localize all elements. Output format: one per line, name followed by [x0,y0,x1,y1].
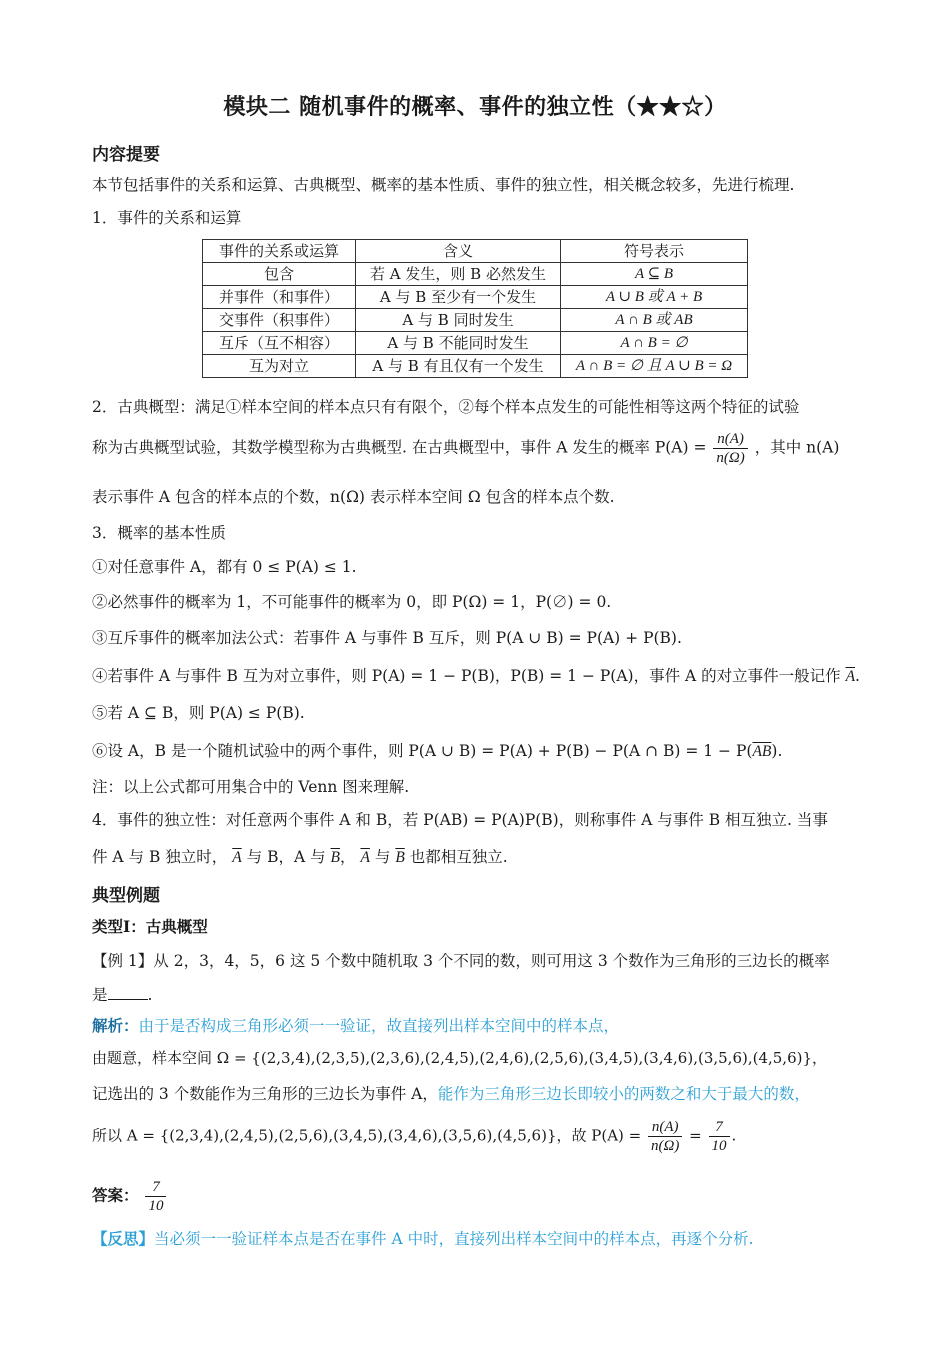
complement-b: $\overline{B}$ [330,849,340,866]
table-row [203,332,748,355]
property-1: ①对任意事件 A，都有 0 ≤ P(A) ≤ 1. [92,558,357,576]
item-1-heading: 1．事件的关系和运算 [92,209,242,227]
example-text-2: 是 [92,986,108,1004]
property-6-text: ⑥设 A，B 是一个随机试验中的两个事件，则 P(A ∪ B) = P(A) + P(B) − P(A ∩ B) = 1 − P( [92,742,753,760]
solution-fraction [648,1118,682,1155]
item-2-line-3: 表示事件 A 包含的样本点的个数，n(Ω) 表示样本空间 Ω 包含的样本点个数. [92,488,615,506]
table-header-row [203,240,748,263]
table-cell: A ⊆ B [561,263,748,286]
table-cell: A ∩ B 或 AB [561,309,748,332]
complement-a: $\overline{A}$ [360,849,370,866]
complement-b: $\overline{B}$ [395,849,405,866]
fraction-numerator: 7 [145,1178,166,1197]
table-cell: 互为对立 [203,355,356,378]
property-5: ⑤若 A ⊆ B，则 P(A) ≤ P(B). [92,704,305,722]
item-4-text-b: 与 B，A 与 [246,848,326,866]
table-cell: 若 A 发生，则 B 必然发生 [356,263,561,286]
fraction-denominator: 10 [148,1198,164,1214]
table-row [203,286,748,309]
solution-text-4: 所以 A = {(2,3,4),(2,4,5),(2,5,6),(3,4,5),(3,4,6),(3,5,6),(4,5,6)}，故 P(A) = [92,1126,642,1145]
item-4-text-d: 与 [374,848,391,866]
table-row [203,355,748,378]
table-row [203,263,748,286]
item-2-text-end: ，其中 n(A) [754,438,840,457]
note: 注：以上公式都可用集合中的 Venn 图来理解. [92,778,410,796]
property-4-text: ④若事件 A 与事件 B 互为对立事件，则 P(A) = 1 − P(B)，P(B) = 1 − P(A)，事件 A 的对立事件一般记作 [92,667,841,685]
page-title: 模块二 随机事件的概率、事件的独立性（★★☆） [223,94,727,120]
solution-hint: 由于是否构成三角形必须一一验证，故直接列出样本空间中的样本点， [138,1017,620,1035]
item-4-text-a: 件 A 与 B 独立时， [92,848,228,866]
solution-line-3 [92,1083,810,1105]
property-3: ③互斥事件的概率加法公式：若事件 A 与事件 B 互斥，则 P(A ∪ B) = P(A) + P(B). [92,629,682,647]
fraction-denominator: n(Ω) [716,450,745,466]
section-heading-examples: 典型例题 [92,886,160,906]
answer-label: 答案： [92,1185,139,1205]
table-header-cell: 含义 [356,240,561,263]
table-header-cell: 符号表示 [561,240,748,263]
item-4-line-1: 4．事件的独立性：对任意两个事件 A 和 B，若 P(AB) = P(A)P(B)，则称事件 A 与事件 B 相互独立. 当事 [92,811,828,829]
example-text-2-end: . [147,986,153,1004]
fraction-numerator: n(A) [648,1118,682,1137]
reflection-line [92,1228,754,1250]
table-header-cell: 事件的关系或运算 [203,240,356,263]
answer-line [92,1178,168,1215]
answer-fraction [145,1178,166,1215]
example-text: 从 2，3，4，5，6 这 5 个数中随机取 3 个不同的数，则可用这 3 个数作为三角形的三边长的概率 [153,952,830,970]
answer-blank [108,983,148,1000]
table-cell: A 与 B 至少有一个发生 [356,286,561,309]
probability-fraction [713,430,747,467]
solution-label: 解析： [92,1016,139,1035]
reflection-label: 【反思】 [92,1229,155,1248]
equals-sign: = [689,1126,702,1145]
table-cell: A 与 B 不能同时发生 [356,332,561,355]
item-4-text-c: ， [340,848,356,866]
table-cell: 包含 [203,263,356,286]
reflection-text: 当必须一一验证样本点是否在事件 A 中时，直接列出样本空间中的样本点，再逐个分析. [154,1230,754,1248]
complement-a: $\overline{A}$ [845,668,856,685]
result-fraction [709,1118,730,1155]
property-2: ②必然事件的概率为 1，不可能事件的概率为 0，即 P(Ω) = 1，P(∅) = 0. [92,593,612,611]
property-6 [92,740,782,763]
solution-hint-2: 能作为三角形三边长即较小的两数之和大于最大的数， [437,1085,810,1103]
item-4-text-e: 也都相互独立. [409,848,508,866]
table-cell: A ∩ B = ∅ 且 A ∪ B = Ω [561,355,748,378]
fraction-denominator: n(Ω) [651,1138,680,1154]
complement-ab: $\overline{AB}$ [752,743,772,760]
table-cell: A 与 B 同时发生 [356,309,561,332]
solution-line-2: 由题意，样本空间 Ω = {(2,3,4),(2,3,5),(2,3,6),(2,4,5),(2,4,6),(2,5,6),(3,4,5),(3,4,6),(3,5,6),(4,5,6)}， [92,1049,828,1067]
table-cell: A 与 B 有且仅有一个发生 [356,355,561,378]
fraction-numerator: 7 [709,1118,730,1137]
table-cell: 交事件（积事件） [203,309,356,332]
solution-line-4 [92,1118,736,1155]
table-row [203,309,748,332]
example-1-line-1 [92,950,830,972]
table-cell: 互斥（互不相容） [203,332,356,355]
intro-paragraph: 本节包括事件的关系和运算、古典概型、概率的基本性质、事件的独立性，相关概念较多，先进行梳理. [92,176,795,194]
event-relations-table [202,239,748,378]
fraction-denominator: 10 [711,1138,727,1154]
property-4: ④若事件 A 与事件 B 互为对立事件，则 P(A) = 1 − P(B)，P(B) = 1 − P(A)，事件 A 的对立事件一般记作 $\overline{A}$. [92,667,860,685]
solution-text: 记选出的 3 个数能作为三角形的三边长为事件 A， [92,1085,438,1103]
item-2-line-1: 2．古典概型：满足①样本空间的样本点只有有限个，②每个样本点发生的可能性相等这两个特征的试验 [92,398,800,416]
example-label: 【例 1】 [92,952,154,970]
example-1-line-2 [92,983,152,1006]
type-1-heading: 类型Ⅰ：古典概型 [92,917,208,936]
section-heading-summary: 内容提要 [92,145,160,165]
item-4-line-2 [92,846,508,869]
table-cell: 并事件（和事件） [203,286,356,309]
solution-line-1 [92,1015,619,1037]
item-2-line-2 [92,430,839,467]
property-6-end: ). [771,742,783,760]
solution-end: . [731,1126,737,1145]
table-cell: A ∪ B 或 A + B [561,286,748,309]
item-3-heading: 3．概率的基本性质 [92,524,226,542]
table-cell: A ∩ B = ∅ [561,332,748,355]
item-2-text: 称为古典概型试验，其数学模型称为古典概型. 在古典概型中，事件 A 发生的概率 P(A) = [92,438,707,457]
complement-a: $\overline{A}$ [232,849,242,866]
fraction-numerator: n(A) [713,430,747,449]
